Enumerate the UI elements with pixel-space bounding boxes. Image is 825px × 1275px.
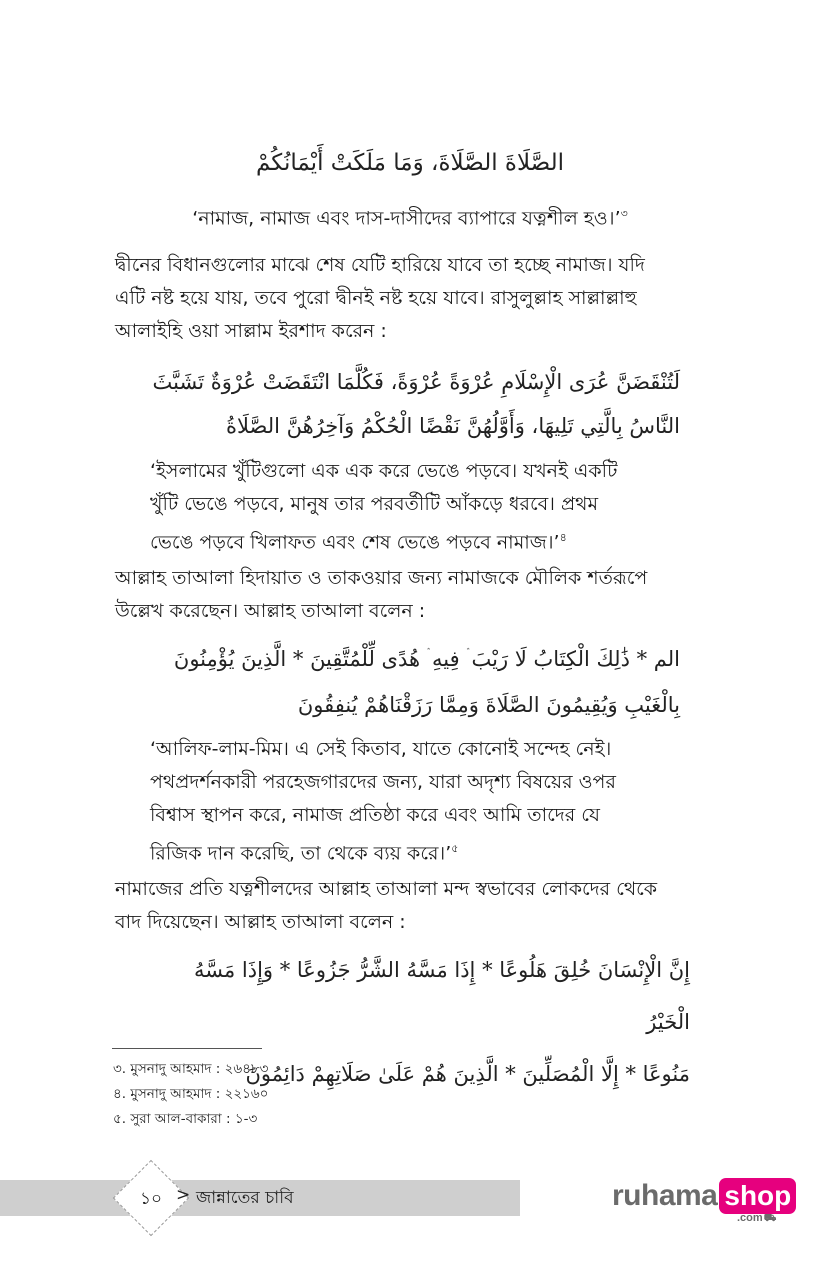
paragraph-2 bbox=[115, 562, 715, 628]
paragraph-3-line: নামাজের প্রতি যত্নশীলদের আল্লাহ তাআলা মন্দ স্বভাবের লোকদের থেকে bbox=[115, 878, 658, 900]
arabic-quran-line: مَنُوعًا * إِلَّا الْمُصَلِّينَ * الَّذِينَ هُمْ عَلَىٰ صَلَاتِهِمْ دَائِمُونَ bbox=[245, 1062, 690, 1086]
footnote-item: ৪. মুসনাদু আহমাদ : ২২১৬০ bbox=[113, 1086, 269, 1102]
paragraph-1-line: এটি নষ্ট হয়ে যায়, তবে পুরো দ্বীনই নষ্ট হয়ে যাবে। রাসুলুল্লাহ সাল্লাল্লাহু bbox=[115, 287, 637, 309]
brand-name-ruhama: ruhama bbox=[612, 1179, 718, 1212]
cart-icon: ⛟ bbox=[763, 1213, 777, 1224]
arabic-quran-line: بِالْغَيْبِ وَيُقِيمُونَ الصَّلَاةَ وَمِمَّا رَزَقْنَاهُمْ يُنفِقُونَ bbox=[297, 693, 680, 717]
paragraph-2-line: উল্লেখ করেছেন। আল্লাহ তাআলা বলেন : bbox=[115, 600, 426, 622]
paragraph-3-line: বাদ দিয়েছেন। আল্লাহ তাআলা বলেন : bbox=[115, 911, 406, 933]
footnote-item: ৩. মুসনাদু আহমাদ : ২৬৪৮৩ bbox=[113, 1061, 269, 1077]
translation-3 bbox=[150, 733, 710, 870]
translation-3-line: পথপ্রদর্শনকারী পরহেজগারদের জন্য, যারা অদৃশ্য বিষয়ের ওপর bbox=[150, 771, 616, 793]
page-number: ১০ bbox=[139, 1189, 163, 1209]
arabic-quran-baqara bbox=[150, 636, 680, 728]
paragraph-2-line: আল্লাহ তাআলা হিদায়াত ও তাকওয়ার জন্য নামাজকে মৌলিক শর্তরূপে bbox=[115, 567, 648, 589]
translation-1 bbox=[120, 200, 700, 232]
brand-domain bbox=[737, 1212, 776, 1226]
footnote-ref-4: ৪ bbox=[559, 531, 567, 544]
translation-2-line: খুঁটি ভেঙে পড়বে, মানুষ তার পরবর্তীটি আঁকড়ে ধরবে। প্রথম bbox=[150, 493, 599, 515]
translation-2 bbox=[150, 455, 710, 559]
footnote-ref-5: ৫ bbox=[451, 842, 459, 855]
translation-3-line: ‘আলিফ-লাম-মিম। এ সেই কিতাব, যাতে কোনোই সন্দেহ নেই। bbox=[150, 738, 612, 760]
paragraph-1 bbox=[115, 249, 715, 348]
paragraph-1-line: দ্বীনের বিধানগুলোর মাঝে শেষ যেটি হারিয়ে যাবে তা হচ্ছে নামাজ। যদি bbox=[115, 254, 645, 276]
book-title: জান্নাতের চাবি bbox=[196, 1188, 294, 1208]
paragraph-1-line: আলাইহি ওয়া সাল্লাম ইরশাদ করেন : bbox=[115, 320, 387, 342]
translation-3-line: রিজিক দান করেছি, তা থেকে ব্যয় করে।’ bbox=[150, 842, 452, 865]
translation-2-line: ‘ইসলামের খুঁটিগুলো এক এক করে ভেঙে পড়বে। যখনই একটি bbox=[150, 460, 618, 482]
arabic-hadith-line: النَّاسُ بِالَّتِي تَلِيهَا، وَأَوَّلُهُنَّ نَقْضًا الْحُكْمُ وَآخِرُهُنَّ الصَّلَاةُ bbox=[225, 414, 680, 438]
paragraph-3 bbox=[115, 873, 715, 939]
arabic-quran-line: الم * ذَٰلِكَ الْكِتَابُ لَا رَيْبَ ۛ فِيهِ ۛ هُدًى لِّلْمُتَّقِينَ * الَّذِينَ يُؤْمِنُونَ bbox=[173, 647, 680, 671]
arabic-verse-1: الصَّلَاةَ الصَّلَاةَ، وَمَا مَلَكَتْ أَيْمَانُكُمْ bbox=[255, 150, 565, 176]
footnotes bbox=[113, 1057, 413, 1132]
chevron-right-icon: > bbox=[176, 1185, 191, 1205]
brand-name-shop: shop bbox=[719, 1178, 796, 1214]
translation-2-line: ভেঙে পড়বে খিলাফত এবং শেষ ভেঙে পড়বে নামাজ।’ bbox=[150, 531, 560, 554]
footnote-item: ৫. সুরা আল-বাকারা : ১-৩ bbox=[113, 1111, 258, 1127]
arabic-hadith bbox=[150, 360, 680, 448]
footnote-ref-3: ৩ bbox=[620, 207, 628, 220]
translation-1-text: ‘নামাজ, নামাজ এবং দাস-দাসীদের ব্যাপারে যত্নশীল হও।’ bbox=[192, 207, 621, 230]
translation-3-line: বিশ্বাস স্থাপন করে, নামাজ প্রতিষ্ঠা করে এবং আমি তাদের যে bbox=[150, 804, 600, 826]
brand-domain-text: .com bbox=[737, 1212, 763, 1224]
arabic-hadith-line: لَتُنْقَضَنَّ عُرَى الْإِسْلَامِ عُرْوَةً عُرْوَةً، فَكُلَّمَا انْتَقَضَتْ عُرْوَةٌ تَشَبَّثَ bbox=[152, 370, 680, 394]
footnote-divider bbox=[112, 1048, 262, 1049]
arabic-quran-line: إِنَّ الْإِنْسَانَ خُلِقَ هَلُوعًا * إِذَا مَسَّهُ الشَّرُّ جَزُوعًا * وَإِذَا مَسَّهُ الْخَيْرُ bbox=[193, 958, 690, 1034]
